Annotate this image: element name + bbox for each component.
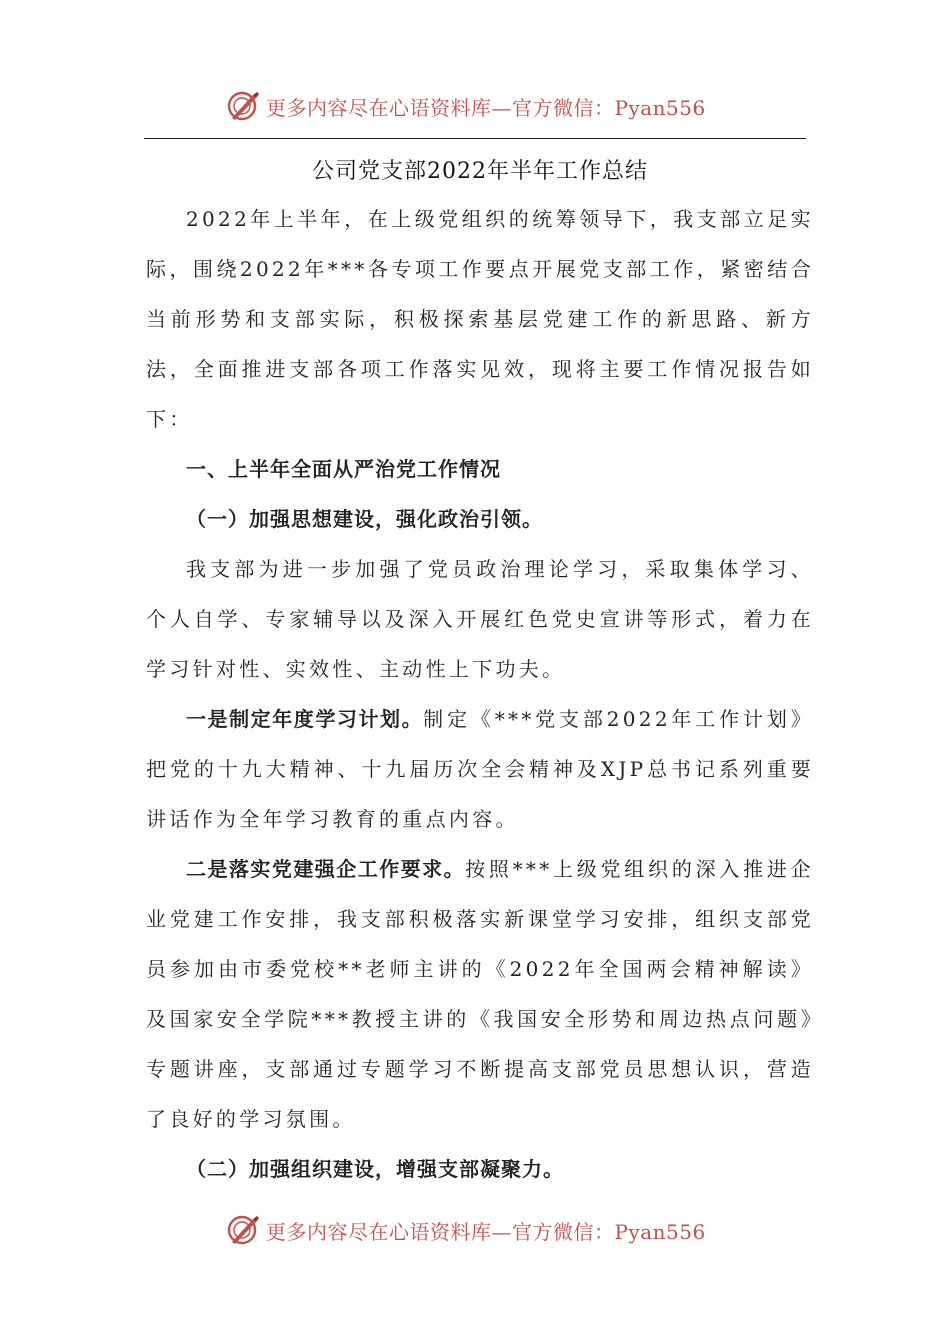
banner-separator: —	[491, 1219, 512, 1244]
intro-paragraph: 2022年上半年，在上级党组织的统筹领导下，我支部立足实际，围绕2022年***各专项工作要点开展党支部工作，紧密结合当前形势和支部实际，积极探索基层党建工作的新思路、新方法，全面推进支部各项工作落实见效，现将主要工作情况报告如下：	[146, 207, 814, 431]
banner-text	[266, 92, 706, 121]
header-divider	[144, 138, 806, 139]
subsection-heading-1: （一）加强思想建设，强化政治引领。	[186, 507, 543, 531]
banner-contact-text: 官方微信：Pyan556	[512, 95, 706, 120]
banner-main-text: 更多内容尽在心语资料库	[266, 95, 492, 120]
banner-main-text: 更多内容尽在心语资料库	[266, 1219, 492, 1244]
subsection-1-paragraph: 我支部为进一步加强了党员政治理论学习，采取集体学习、个人自学、专家辅导以及深入开展红色党史宣讲等形式，着力在学习针对性、实效性、主动性上下功夫。	[146, 557, 814, 681]
footer-banner	[0, 1208, 950, 1252]
item-2-paragraph	[146, 844, 814, 1144]
item-2-body: 按照***上级党组织的深入推进企业党建工作安排，我支部积极落实新课堂学习安排，组织支部党员参加由市委党校**老师主讲的《2022年全国两会精神解读》及国家安全学院***教授主讲的《我国安全形势和周边热点问题》专题讲座，支部通过专题学习不断提高支部党员思想认识，营造了良好的学习氛围。	[146, 857, 814, 1131]
document-title: 公司党支部2022年半年工作总结	[312, 159, 648, 184]
header-banner	[0, 84, 950, 128]
pen-seal-logo-icon	[226, 1213, 260, 1247]
banner-contact-text: 官方微信：Pyan556	[512, 1219, 706, 1244]
pen-seal-logo-icon	[226, 89, 260, 123]
banner-text	[266, 1216, 706, 1245]
banner-separator: —	[491, 95, 512, 120]
item-2-lead: 二是落实党建强企工作要求。	[186, 857, 466, 881]
document-body	[146, 150, 814, 1194]
item-1-body: 制定《***党支部2022年工作计划》把党的十九大精神、十九届历次全会精神及XJP总书记系列重要讲话作为全年学习教育的重点内容。	[146, 707, 814, 831]
section-heading-1: 一、上半年全面从严治党工作情况	[186, 457, 501, 481]
subsection-heading-2: （二）加强组织建设，增强支部凝聚力。	[186, 1157, 564, 1181]
item-1-paragraph	[146, 694, 814, 844]
item-1-lead: 一是制定年度学习计划。	[186, 707, 424, 731]
